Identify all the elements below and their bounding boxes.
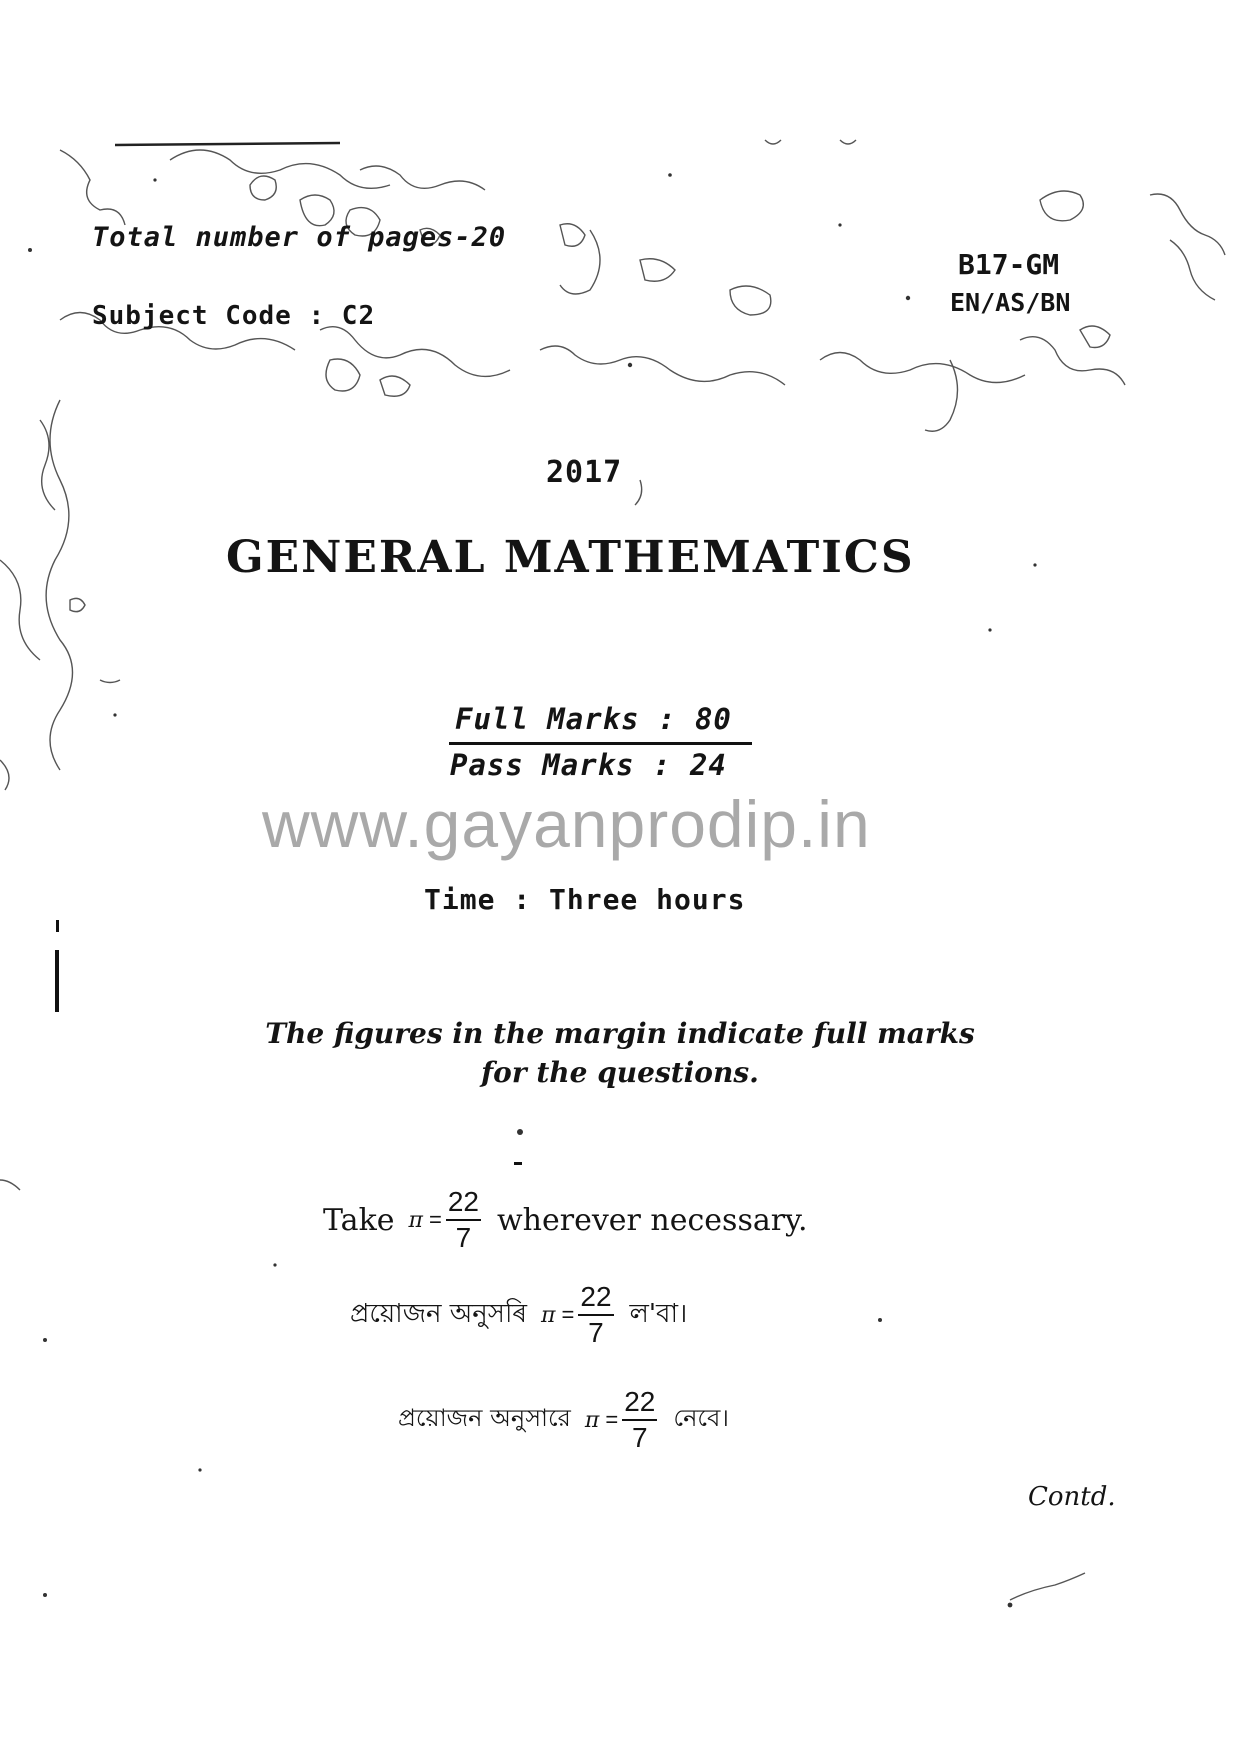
pi-symbol: π (408, 1207, 423, 1233)
pi-symbol: π (541, 1302, 556, 1328)
subject-code-label: Subject Code : C2 (92, 301, 376, 331)
fraction-numerator: 22 (580, 1281, 612, 1312)
fraction-22-over-7 (622, 1385, 657, 1455)
pi-note-english (323, 1185, 808, 1255)
full-marks-label: Full Marks : 80 (455, 702, 732, 736)
time-allowed-label: Time : Three hours (424, 883, 746, 916)
pi-note-suffix: নেবে। (673, 1404, 729, 1432)
page-title: GENERAL MATHEMATICS (226, 532, 915, 583)
pi-note-assamese (350, 1280, 687, 1350)
pi-note-prefix: Take (323, 1202, 395, 1238)
equals-sign: = (605, 1407, 619, 1432)
equals-sign: = (428, 1207, 442, 1232)
margin-note-line-1: The figures in the margin indicate full marks (265, 1017, 975, 1050)
fraction-22-over-7 (446, 1185, 481, 1255)
pi-symbol: π (584, 1407, 600, 1433)
watermark-text: www.gayanprodip.in (262, 787, 871, 861)
exam-year: 2017 (546, 455, 623, 490)
fraction-22-over-7 (578, 1280, 613, 1350)
pi-note-suffix: wherever necessary. (496, 1202, 808, 1238)
continued-label: Contd. (1028, 1482, 1116, 1512)
fraction-numerator: 22 (624, 1386, 656, 1417)
fraction-denominator: 7 (455, 1222, 472, 1253)
fraction-numerator: 22 (447, 1186, 479, 1217)
equals-sign: = (561, 1302, 575, 1327)
pi-note-prefix: প্ৰয়োজন অনুসৰি (350, 1299, 528, 1329)
pi-note-prefix: প্রয়োজন অনুসারে (398, 1404, 571, 1432)
paper-code-label: B17-GM (958, 248, 1060, 281)
language-codes-label: EN/AS/BN (950, 288, 1071, 317)
total-pages-label: Total number of pages-20 (92, 222, 507, 253)
pass-marks-label: Pass Marks : 24 (450, 748, 727, 782)
margin-note-line-2: for the questions. (481, 1056, 759, 1089)
pi-note-suffix: ল'বা। (629, 1299, 688, 1329)
fraction-denominator: 7 (631, 1422, 648, 1453)
fraction-denominator: 7 (588, 1317, 604, 1348)
marks-divider (449, 742, 752, 745)
pi-note-bengali (398, 1385, 729, 1455)
